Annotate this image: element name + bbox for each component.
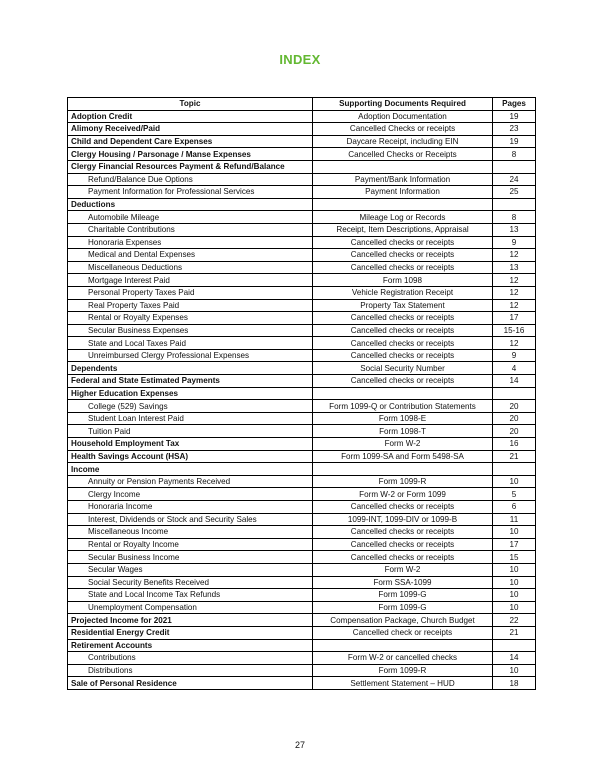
table-row [68, 337, 536, 350]
table-row [68, 425, 536, 438]
table-row [68, 526, 536, 539]
table-row [68, 601, 536, 614]
row-topic: Secular Business Income [68, 551, 313, 564]
row-documents: Cancelled checks or receipts [313, 526, 493, 539]
table-row [68, 286, 536, 299]
row-pages [493, 463, 536, 476]
table-row [68, 324, 536, 337]
row-topic: Federal and State Estimated Payments [68, 375, 313, 388]
page-title: INDEX [279, 52, 321, 67]
row-documents [313, 639, 493, 652]
row-topic: Adoption Credit [68, 110, 313, 123]
row-topic: Interest, Dividends or Stock and Security Sales [68, 513, 313, 526]
table-row [68, 677, 536, 690]
row-topic: College (529) Savings [68, 400, 313, 413]
row-topic: Mortgage Interest Paid [68, 274, 313, 287]
row-topic: Honoraria Expenses [68, 236, 313, 249]
row-topic: Alimony Received/Paid [68, 123, 313, 136]
table-row [68, 160, 536, 173]
row-documents: Payment/Bank Information [313, 173, 493, 186]
row-pages [493, 639, 536, 652]
row-pages: 15 [493, 551, 536, 564]
table-row [68, 513, 536, 526]
row-documents: Receipt, Item Descriptions, Appraisal [313, 223, 493, 236]
row-pages: 6 [493, 501, 536, 514]
row-topic: Unemployment Compensation [68, 601, 313, 614]
row-documents: Form W-2 [313, 563, 493, 576]
row-pages [493, 160, 536, 173]
row-topic: Contributions [68, 652, 313, 665]
row-pages: 12 [493, 286, 536, 299]
row-pages: 8 [493, 148, 536, 161]
row-documents: Compensation Package, Church Budget [313, 614, 493, 627]
row-pages: 5 [493, 488, 536, 501]
row-topic: Refund/Balance Due Options [68, 173, 313, 186]
row-topic: Dependents [68, 362, 313, 375]
table-row [68, 236, 536, 249]
table-row [68, 438, 536, 451]
row-documents: Cancelled checks or receipts [313, 349, 493, 362]
table-row [68, 123, 536, 136]
table-row [68, 173, 536, 186]
row-pages: 14 [493, 652, 536, 665]
row-pages [493, 387, 536, 400]
row-pages: 17 [493, 312, 536, 325]
row-topic: Income [68, 463, 313, 476]
row-topic: Household Employment Tax [68, 438, 313, 451]
row-documents: Cancelled checks or receipts [313, 551, 493, 564]
row-documents: Cancelled check or receipts [313, 626, 493, 639]
row-documents: Form W-2 or cancelled checks [313, 652, 493, 665]
row-documents: Cancelled checks or receipts [313, 337, 493, 350]
row-documents: Form 1099-Q or Contribution Statements [313, 400, 493, 413]
row-documents: Adoption Documentation [313, 110, 493, 123]
row-topic: Residential Energy Credit [68, 626, 313, 639]
table-row [68, 576, 536, 589]
row-topic: Rental or Royalty Income [68, 538, 313, 551]
row-pages: 19 [493, 110, 536, 123]
row-pages: 12 [493, 299, 536, 312]
column-header-topic: Topic [68, 98, 313, 111]
row-topic: Annuity or Pension Payments Received [68, 475, 313, 488]
row-documents [313, 160, 493, 173]
index-table [67, 97, 536, 690]
table-row [68, 312, 536, 325]
row-topic: Honoraria Income [68, 501, 313, 514]
row-documents: Payment Information [313, 186, 493, 199]
row-topic: Rental or Royalty Expenses [68, 312, 313, 325]
row-documents: Form 1099-R [313, 664, 493, 677]
column-header-pages: Pages [493, 98, 536, 111]
table-row [68, 198, 536, 211]
row-topic: Social Security Benefits Received [68, 576, 313, 589]
row-documents [313, 198, 493, 211]
table-row [68, 299, 536, 312]
table-row [68, 538, 536, 551]
row-pages: 25 [493, 186, 536, 199]
row-topic: State and Local Taxes Paid [68, 337, 313, 350]
row-pages: 20 [493, 400, 536, 413]
row-pages: 10 [493, 601, 536, 614]
row-topic: Secular Business Expenses [68, 324, 313, 337]
row-pages: 10 [493, 589, 536, 602]
row-topic: Miscellaneous Deductions [68, 261, 313, 274]
row-pages: 21 [493, 450, 536, 463]
row-topic: Student Loan Interest Paid [68, 412, 313, 425]
table-row [68, 148, 536, 161]
row-pages: 20 [493, 425, 536, 438]
row-documents: Form W-2 or Form 1099 [313, 488, 493, 501]
row-pages: 10 [493, 576, 536, 589]
row-topic: Higher Education Expenses [68, 387, 313, 400]
row-topic: Tuition Paid [68, 425, 313, 438]
table-row [68, 475, 536, 488]
table-row [68, 589, 536, 602]
row-documents: Property Tax Statement [313, 299, 493, 312]
row-documents: Mileage Log or Records [313, 211, 493, 224]
row-documents: Cancelled checks or receipts [313, 312, 493, 325]
row-pages [493, 198, 536, 211]
row-pages: 21 [493, 626, 536, 639]
row-topic: Medical and Dental Expenses [68, 249, 313, 262]
row-pages: 22 [493, 614, 536, 627]
row-pages: 18 [493, 677, 536, 690]
row-pages: 10 [493, 475, 536, 488]
row-topic: Automobile Mileage [68, 211, 313, 224]
table-row [68, 274, 536, 287]
table-row [68, 501, 536, 514]
row-documents: Cancelled Checks or receipts [313, 123, 493, 136]
row-documents: Cancelled checks or receipts [313, 324, 493, 337]
row-pages: 10 [493, 563, 536, 576]
table-row [68, 135, 536, 148]
table-row [68, 223, 536, 236]
table-row [68, 249, 536, 262]
row-documents: Form 1099-SA and Form 5498-SA [313, 450, 493, 463]
row-documents: Form 1098 [313, 274, 493, 287]
row-documents [313, 387, 493, 400]
row-pages: 13 [493, 261, 536, 274]
table-row [68, 362, 536, 375]
row-topic: Miscellaneous Income [68, 526, 313, 539]
row-pages: 17 [493, 538, 536, 551]
row-pages: 16 [493, 438, 536, 451]
row-topic: Payment Information for Professional Services [68, 186, 313, 199]
row-pages: 12 [493, 249, 536, 262]
table-row [68, 375, 536, 388]
row-documents: 1099-INT, 1099-DIV or 1099-B [313, 513, 493, 526]
row-documents: Form 1099-R [313, 475, 493, 488]
table-row [68, 211, 536, 224]
table-row [68, 563, 536, 576]
row-topic: Child and Dependent Care Expenses [68, 135, 313, 148]
row-documents: Form SSA-1099 [313, 576, 493, 589]
table-row [68, 349, 536, 362]
row-documents: Cancelled checks or receipts [313, 261, 493, 274]
row-pages: 23 [493, 123, 536, 136]
row-topic: Clergy Housing / Parsonage / Manse Expenses [68, 148, 313, 161]
table-row [68, 400, 536, 413]
row-pages: 11 [493, 513, 536, 526]
row-documents: Cancelled checks or receipts [313, 236, 493, 249]
table-row [68, 261, 536, 274]
row-topic: Unreimbursed Clergy Professional Expenses [68, 349, 313, 362]
row-topic: Health Savings Account (HSA) [68, 450, 313, 463]
row-pages: 12 [493, 274, 536, 287]
table-row [68, 664, 536, 677]
table-row [68, 551, 536, 564]
row-topic: State and Local Income Tax Refunds [68, 589, 313, 602]
row-pages: 9 [493, 236, 536, 249]
row-topic: Personal Property Taxes Paid [68, 286, 313, 299]
row-topic: Clergy Financial Resources Payment & Refund/Balance [68, 160, 313, 173]
table-row [68, 412, 536, 425]
table-row [68, 463, 536, 476]
table-row [68, 488, 536, 501]
table-row [68, 639, 536, 652]
row-topic: Deductions [68, 198, 313, 211]
column-header-docs: Supporting Documents Required [313, 98, 493, 111]
table-row [68, 626, 536, 639]
row-pages: 4 [493, 362, 536, 375]
row-pages: 12 [493, 337, 536, 350]
table-header-row [68, 98, 536, 111]
row-documents: Vehicle Registration Receipt [313, 286, 493, 299]
page-number: 27 [294, 740, 305, 750]
row-documents: Cancelled Checks or Receipts [313, 148, 493, 161]
row-topic: Clergy Income [68, 488, 313, 501]
row-pages: 15-16 [493, 324, 536, 337]
row-documents: Form 1099-G [313, 601, 493, 614]
table-row [68, 450, 536, 463]
row-pages: 24 [493, 173, 536, 186]
row-pages: 19 [493, 135, 536, 148]
table-row [68, 652, 536, 665]
row-pages: 10 [493, 526, 536, 539]
row-documents [313, 463, 493, 476]
table-row [68, 387, 536, 400]
row-topic: Real Property Taxes Paid [68, 299, 313, 312]
row-topic: Sale of Personal Residence [68, 677, 313, 690]
row-pages: 20 [493, 412, 536, 425]
row-pages: 8 [493, 211, 536, 224]
row-documents: Form 1098-E [313, 412, 493, 425]
row-documents: Cancelled checks or receipts [313, 501, 493, 514]
row-topic: Distributions [68, 664, 313, 677]
row-topic: Secular Wages [68, 563, 313, 576]
row-pages: 13 [493, 223, 536, 236]
table-row [68, 614, 536, 627]
row-documents: Form 1099-G [313, 589, 493, 602]
row-pages: 10 [493, 664, 536, 677]
row-documents: Form 1098-T [313, 425, 493, 438]
row-documents: Settlement Statement – HUD [313, 677, 493, 690]
table-row [68, 186, 536, 199]
row-documents: Form W-2 [313, 438, 493, 451]
row-documents: Cancelled checks or receipts [313, 249, 493, 262]
row-documents: Social Security Number [313, 362, 493, 375]
row-documents: Cancelled checks or receipts [313, 538, 493, 551]
row-documents: Cancelled checks or receipts [313, 375, 493, 388]
row-topic: Projected Income for 2021 [68, 614, 313, 627]
row-topic: Retirement Accounts [68, 639, 313, 652]
table-row [68, 110, 536, 123]
row-pages: 14 [493, 375, 536, 388]
row-topic: Charitable Contributions [68, 223, 313, 236]
row-documents: Daycare Receipt, including EIN [313, 135, 493, 148]
row-pages: 9 [493, 349, 536, 362]
